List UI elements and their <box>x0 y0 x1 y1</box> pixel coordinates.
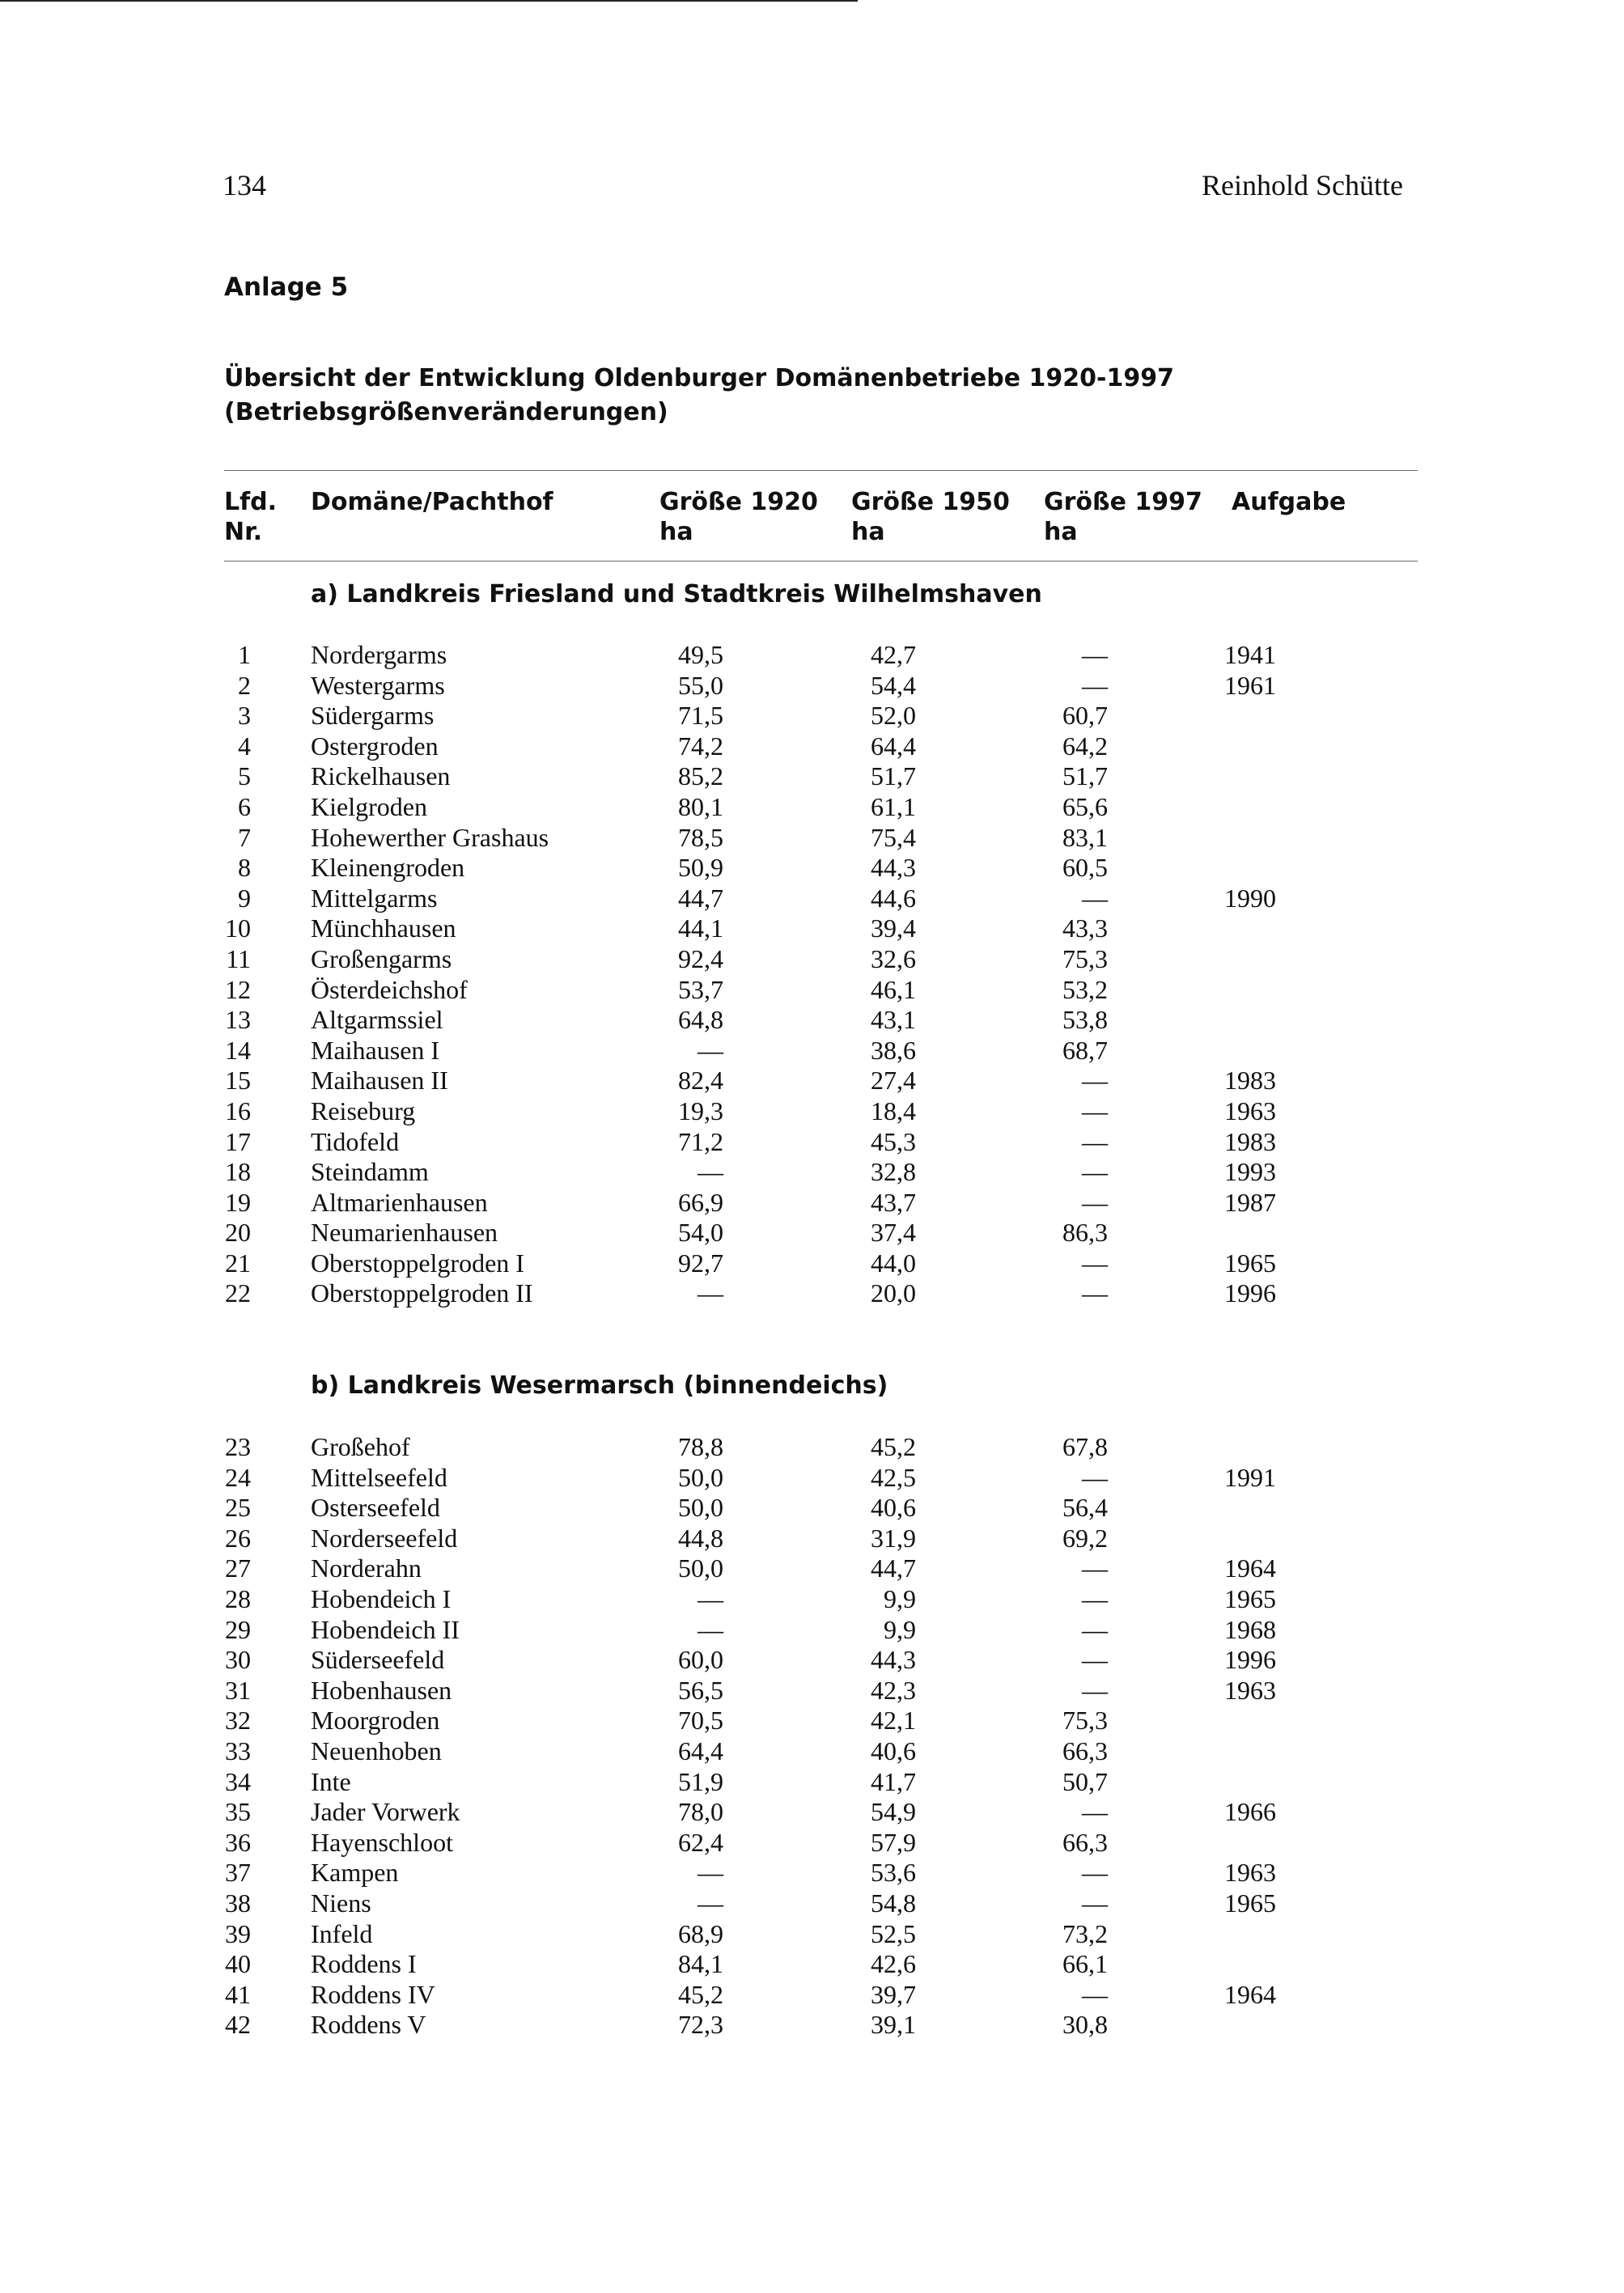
domain-name: Norderseefeld <box>311 1523 458 1553</box>
row-number: 22 <box>225 1278 251 1308</box>
aufgabe-year: 1963 <box>1224 1858 1276 1888</box>
row-number: 28 <box>225 1583 251 1613</box>
row-number: 25 <box>225 1493 251 1523</box>
size-1950: 32,6 <box>871 943 916 973</box>
aufgabe-year: 1965 <box>1224 1888 1276 1918</box>
row-number: 26 <box>225 1523 251 1553</box>
table-header-rule <box>224 561 1418 562</box>
size-1997: 50,7 <box>1062 1766 1108 1796</box>
size-1920: 54,0 <box>678 1218 723 1248</box>
section-rows-wesermarsch <box>0 1432 1624 2041</box>
domain-name: Großehof <box>311 1432 410 1461</box>
table-row <box>0 1157 1624 1188</box>
aufgabe-year: 1966 <box>1224 1797 1276 1827</box>
row-number: 11 <box>226 943 251 973</box>
domain-name: Kleinengroden <box>311 853 465 883</box>
table-row <box>0 671 1624 701</box>
size-1950: 52,0 <box>871 701 916 731</box>
table-row <box>0 1524 1624 1554</box>
size-1920: 92,4 <box>678 943 723 973</box>
size-1950: 61,1 <box>871 791 916 821</box>
size-1950: 39,4 <box>871 913 916 943</box>
row-number: 38 <box>225 1888 251 1918</box>
row-number: 20 <box>225 1218 251 1248</box>
domain-name: Münchhausen <box>311 913 456 943</box>
size-1950: 45,2 <box>871 1432 916 1461</box>
size-1950: 18,4 <box>871 1096 916 1125</box>
row-number: 16 <box>225 1096 251 1125</box>
aufgabe-year: 1996 <box>1224 1645 1276 1675</box>
domain-name: Neumarienhausen <box>311 1218 498 1248</box>
table-row <box>0 701 1624 731</box>
size-1997: — <box>1082 1675 1108 1705</box>
size-1920: 72,3 <box>678 2010 723 2040</box>
row-number: 23 <box>225 1432 251 1461</box>
table-row <box>0 1553 1624 1584</box>
size-1950: 57,9 <box>871 1827 916 1857</box>
column-header-aufgabe: Aufgabe <box>1232 488 1346 516</box>
row-number: 15 <box>225 1066 251 1096</box>
size-1997: 30,8 <box>1062 2010 1108 2040</box>
column-header-size-1997-unit: ha <box>1044 518 1078 546</box>
size-1997: — <box>1082 1797 1108 1827</box>
size-1950: 45,3 <box>871 1126 916 1156</box>
size-1920: 56,5 <box>678 1675 723 1705</box>
table-row <box>0 913 1624 944</box>
aufgabe-year: 1963 <box>1224 1096 1276 1125</box>
column-header-size-1920-unit: ha <box>659 518 693 546</box>
size-1997: — <box>1082 1157 1108 1187</box>
aufgabe-year: 1983 <box>1224 1066 1276 1096</box>
size-1920: 19,3 <box>678 1096 723 1125</box>
table-row <box>0 1797 1624 1828</box>
size-1950: 42,7 <box>871 640 916 669</box>
size-1920: 50,0 <box>678 1462 723 1492</box>
row-number: 1 <box>238 640 251 669</box>
table-title: Übersicht der Entwicklung Oldenburger Domänenbetriebe 1920-1997 <box>224 364 1174 392</box>
size-1950: 46,1 <box>871 974 916 1004</box>
size-1997: — <box>1082 883 1108 913</box>
domain-name: Ostergroden <box>311 731 439 761</box>
row-number: 4 <box>238 731 251 761</box>
aufgabe-year: 1965 <box>1224 1583 1276 1613</box>
row-number: 18 <box>225 1157 251 1187</box>
size-1997: 83,1 <box>1062 822 1108 852</box>
domain-name: Südergarms <box>311 701 435 731</box>
table-row <box>0 761 1624 792</box>
size-1920: 78,5 <box>678 822 723 852</box>
size-1920: — <box>698 1583 723 1613</box>
domain-name: Altmarienhausen <box>311 1187 488 1217</box>
column-header-size-1950 <box>851 488 1010 546</box>
running-author: Reinhold Schütte <box>1202 169 1403 201</box>
size-1997: — <box>1082 1248 1108 1278</box>
size-1950: 44,7 <box>871 1553 916 1583</box>
domain-name: Maihausen I <box>311 1035 440 1065</box>
table-row <box>0 1188 1624 1219</box>
size-1997: 68,7 <box>1062 1035 1108 1065</box>
column-header-lfd <box>224 488 277 546</box>
table-row <box>0 1096 1624 1127</box>
table-row <box>0 1949 1624 1980</box>
domain-name: Neuenhoben <box>311 1736 442 1765</box>
row-number: 3 <box>238 701 251 731</box>
size-1950: 42,5 <box>871 1462 916 1492</box>
size-1997: — <box>1082 1858 1108 1888</box>
size-1950: 9,9 <box>884 1583 916 1613</box>
row-number: 39 <box>225 1918 251 1948</box>
size-1950: 54,9 <box>871 1797 916 1827</box>
size-1997: 69,2 <box>1062 1523 1108 1553</box>
size-1920: — <box>698 1278 723 1308</box>
row-number: 42 <box>225 2010 251 2040</box>
table-row <box>0 823 1624 854</box>
size-1997: — <box>1082 1553 1108 1583</box>
domain-name: Mittelseefeld <box>311 1462 447 1492</box>
domain-name: Niens <box>311 1888 371 1918</box>
size-1920: 78,0 <box>678 1797 723 1827</box>
domain-name: Hobendeich II <box>311 1614 460 1644</box>
size-1920: 84,1 <box>678 1949 723 1979</box>
row-number: 13 <box>225 1005 251 1035</box>
size-1920: 82,4 <box>678 1066 723 1096</box>
aufgabe-year: 1961 <box>1224 670 1276 700</box>
size-1920: 71,2 <box>678 1126 723 1156</box>
size-1950: 42,6 <box>871 1949 916 1979</box>
row-number: 29 <box>225 1614 251 1644</box>
size-1950: 40,6 <box>871 1736 916 1765</box>
domain-name: Großengarms <box>311 943 452 973</box>
aufgabe-year: 1993 <box>1224 1157 1276 1187</box>
domain-name: Roddens I <box>311 1949 417 1979</box>
size-1920: 62,4 <box>678 1827 723 1857</box>
size-1920: 44,8 <box>678 1523 723 1553</box>
row-number: 12 <box>225 974 251 1004</box>
table-row <box>0 1676 1624 1706</box>
size-1950: 52,5 <box>871 1918 916 1948</box>
row-number: 19 <box>225 1187 251 1217</box>
size-1920: 64,8 <box>678 1005 723 1035</box>
column-header-size-1997-line1: Größe 1997 <box>1044 488 1202 516</box>
size-1920: 66,9 <box>678 1187 723 1217</box>
section-heading-wesermarsch: b) Landkreis Wesermarsch (binnendeichs) <box>311 1371 888 1400</box>
domain-name: Norderahn <box>311 1553 422 1583</box>
domain-name: Oberstoppelgroden I <box>311 1248 524 1278</box>
size-1997: — <box>1082 1096 1108 1125</box>
table-row <box>0 1463 1624 1494</box>
size-1920: 55,0 <box>678 670 723 700</box>
aufgabe-year: 1963 <box>1224 1675 1276 1705</box>
domain-name: Steindamm <box>311 1157 429 1187</box>
aufgabe-year: 1983 <box>1224 1126 1276 1156</box>
size-1920: 78,8 <box>678 1432 723 1461</box>
domain-name: Hayenschloot <box>311 1827 453 1857</box>
size-1997: 66,1 <box>1062 1949 1108 1979</box>
size-1950: 75,4 <box>871 822 916 852</box>
row-number: 34 <box>225 1766 251 1796</box>
appendix-label: Anlage 5 <box>224 273 349 302</box>
row-number: 30 <box>225 1645 251 1675</box>
size-1920: 49,5 <box>678 640 723 669</box>
size-1997: — <box>1082 1888 1108 1918</box>
row-number: 24 <box>225 1462 251 1492</box>
column-header-lfd-line1: Lfd. <box>224 488 278 516</box>
row-number: 35 <box>225 1797 251 1827</box>
size-1997: — <box>1082 1979 1108 2009</box>
size-1920: — <box>698 1035 723 1065</box>
column-header-lfd-line2: Nr. <box>224 518 263 546</box>
size-1997: 67,8 <box>1062 1432 1108 1461</box>
size-1950: 64,4 <box>871 731 916 761</box>
header-rule <box>0 0 858 2</box>
size-1950: 54,4 <box>871 670 916 700</box>
size-1920: 45,2 <box>678 1979 723 2009</box>
table-row <box>0 1584 1624 1615</box>
size-1950: 41,7 <box>871 1766 916 1796</box>
domain-name: Roddens V <box>311 2010 426 2040</box>
row-number: 14 <box>225 1035 251 1065</box>
size-1950: 39,1 <box>871 2010 916 2040</box>
size-1997: 65,6 <box>1062 791 1108 821</box>
size-1920: 50,0 <box>678 1553 723 1583</box>
aufgabe-year: 1990 <box>1224 883 1276 913</box>
size-1997: 75,3 <box>1062 943 1108 973</box>
domain-name: Hobendeich I <box>311 1583 452 1613</box>
row-number: 6 <box>238 791 251 821</box>
table-row <box>0 1919 1624 1950</box>
size-1950: 38,6 <box>871 1035 916 1065</box>
section-rows-friesland <box>0 640 1624 1309</box>
domain-name: Maihausen II <box>311 1066 448 1096</box>
table-row <box>0 1736 1624 1767</box>
size-1920: 44,1 <box>678 913 723 943</box>
size-1920: 68,9 <box>678 1918 723 1948</box>
size-1997: 53,8 <box>1062 1005 1108 1035</box>
column-header-size-1920 <box>659 488 818 546</box>
table-subtitle: (Betriebsgrößenveränderungen) <box>224 398 668 426</box>
domain-name: Roddens IV <box>311 1979 435 2009</box>
table-row <box>0 944 1624 975</box>
size-1950: 43,1 <box>871 1005 916 1035</box>
size-1950: 44,3 <box>871 1645 916 1675</box>
table-row <box>0 1278 1624 1309</box>
row-number: 10 <box>225 913 251 943</box>
domain-name: Hobenhausen <box>311 1675 452 1705</box>
size-1920: 92,7 <box>678 1248 723 1278</box>
table-row <box>0 1218 1624 1248</box>
size-1920: 44,7 <box>678 883 723 913</box>
size-1997: 56,4 <box>1062 1493 1108 1523</box>
table-row <box>0 1706 1624 1736</box>
table-row <box>0 1036 1624 1066</box>
aufgabe-year: 1965 <box>1224 1248 1276 1278</box>
size-1997: 66,3 <box>1062 1736 1108 1765</box>
row-number: 40 <box>225 1949 251 1979</box>
size-1997: — <box>1082 1187 1108 1217</box>
row-number: 31 <box>225 1675 251 1705</box>
table-top-rule <box>224 470 1418 471</box>
size-1997: — <box>1082 1462 1108 1492</box>
page-number: 134 <box>223 169 266 201</box>
table-row <box>0 1888 1624 1919</box>
size-1997: — <box>1082 1066 1108 1096</box>
size-1920: 51,9 <box>678 1766 723 1796</box>
size-1997: 43,3 <box>1062 913 1108 943</box>
table-row <box>0 1493 1624 1524</box>
size-1920: 64,4 <box>678 1736 723 1765</box>
aufgabe-year: 1968 <box>1224 1614 1276 1644</box>
size-1920: 74,2 <box>678 731 723 761</box>
domain-name: Nordergarms <box>311 640 447 669</box>
domain-name: Infeld <box>311 1918 373 1948</box>
size-1920: 80,1 <box>678 791 723 821</box>
size-1950: 37,4 <box>871 1218 916 1248</box>
size-1997: 60,7 <box>1062 701 1108 731</box>
row-number: 36 <box>225 1827 251 1857</box>
row-number: 27 <box>225 1553 251 1583</box>
column-header-size-1997 <box>1044 488 1202 546</box>
table-row <box>0 975 1624 1006</box>
aufgabe-year: 1964 <box>1224 1553 1276 1583</box>
table-row <box>0 640 1624 671</box>
size-1920: 70,5 <box>678 1706 723 1736</box>
table-row <box>0 1828 1624 1859</box>
size-1997: 53,2 <box>1062 974 1108 1004</box>
size-1997: 64,2 <box>1062 731 1108 761</box>
domain-name: Oberstoppelgroden II <box>311 1278 533 1308</box>
size-1997: — <box>1082 1583 1108 1613</box>
domain-name: Altgarmssiel <box>311 1005 443 1035</box>
domain-name: Reiseburg <box>311 1096 416 1125</box>
table-row <box>0 1980 1624 2011</box>
size-1997: — <box>1082 1126 1108 1156</box>
table-row <box>0 853 1624 884</box>
table-row <box>0 731 1624 762</box>
size-1950: 51,7 <box>871 761 916 791</box>
row-number: 32 <box>225 1706 251 1736</box>
size-1997: 60,5 <box>1062 853 1108 883</box>
size-1997: — <box>1082 1278 1108 1308</box>
table-row <box>0 1248 1624 1279</box>
domain-name: Osterseefeld <box>311 1493 440 1523</box>
row-number: 41 <box>225 1979 251 2009</box>
column-header-size-1920-line1: Größe 1920 <box>659 488 818 516</box>
aufgabe-year: 1996 <box>1224 1278 1276 1308</box>
size-1920: 71,5 <box>678 701 723 731</box>
size-1920: — <box>698 1157 723 1187</box>
table-row <box>0 1615 1624 1646</box>
row-number: 9 <box>238 883 251 913</box>
domain-name: Moorgroden <box>311 1706 440 1736</box>
table-row <box>0 1005 1624 1036</box>
row-number: 21 <box>225 1248 251 1278</box>
domain-name: Jader Vorwerk <box>311 1797 460 1827</box>
size-1950: 32,8 <box>871 1157 916 1187</box>
size-1920: — <box>698 1888 723 1918</box>
row-number: 7 <box>238 822 251 852</box>
size-1950: 42,3 <box>871 1675 916 1705</box>
size-1997: 66,3 <box>1062 1827 1108 1857</box>
row-number: 2 <box>238 670 251 700</box>
size-1950: 31,9 <box>871 1523 916 1553</box>
table-row <box>0 1858 1624 1888</box>
size-1920: 60,0 <box>678 1645 723 1675</box>
table-row <box>0 1432 1624 1463</box>
domain-name: Rickelhausen <box>311 761 451 791</box>
row-number: 17 <box>225 1126 251 1156</box>
domain-name: Kampen <box>311 1858 399 1888</box>
row-number: 5 <box>238 761 251 791</box>
size-1950: 9,9 <box>884 1614 916 1644</box>
table-row <box>0 1127 1624 1158</box>
size-1997: 51,7 <box>1062 761 1108 791</box>
size-1920: — <box>698 1614 723 1644</box>
size-1950: 44,0 <box>871 1248 916 1278</box>
size-1950: 44,6 <box>871 883 916 913</box>
size-1997: — <box>1082 640 1108 669</box>
size-1950: 27,4 <box>871 1066 916 1096</box>
size-1950: 44,3 <box>871 853 916 883</box>
table-row <box>0 1767 1624 1798</box>
aufgabe-year: 1991 <box>1224 1462 1276 1492</box>
size-1920: 85,2 <box>678 761 723 791</box>
domain-name: Inte <box>311 1766 351 1796</box>
size-1950: 43,7 <box>871 1187 916 1217</box>
size-1920: 50,9 <box>678 853 723 883</box>
table-row <box>0 1645 1624 1676</box>
size-1997: 73,2 <box>1062 1918 1108 1948</box>
size-1920: 53,7 <box>678 974 723 1004</box>
size-1950: 40,6 <box>871 1493 916 1523</box>
row-number: 8 <box>238 853 251 883</box>
size-1920: 50,0 <box>678 1493 723 1523</box>
column-header-size-1950-line1: Größe 1950 <box>851 488 1010 516</box>
domain-name: Tidofeld <box>311 1126 400 1156</box>
aufgabe-year: 1941 <box>1224 640 1276 669</box>
domain-name: Westergarms <box>311 670 445 700</box>
row-number: 33 <box>225 1736 251 1765</box>
column-header-domain: Domäne/Pachthof <box>311 488 553 516</box>
size-1950: 20,0 <box>871 1278 916 1308</box>
size-1950: 42,1 <box>871 1706 916 1736</box>
size-1950: 54,8 <box>871 1888 916 1918</box>
size-1950: 53,6 <box>871 1858 916 1888</box>
size-1997: — <box>1082 1645 1108 1675</box>
domain-name: Mittelgarms <box>311 883 438 913</box>
size-1920: — <box>698 1858 723 1888</box>
size-1997: 75,3 <box>1062 1706 1108 1736</box>
table-row <box>0 2010 1624 2041</box>
table-row <box>0 884 1624 914</box>
size-1997: 86,3 <box>1062 1218 1108 1248</box>
aufgabe-year: 1987 <box>1224 1187 1276 1217</box>
size-1997: — <box>1082 1614 1108 1644</box>
column-header-size-1950-unit: ha <box>851 518 885 546</box>
row-number: 37 <box>225 1858 251 1888</box>
domain-name: Kielgroden <box>311 791 427 821</box>
domain-name: Hohewerther Grashaus <box>311 822 549 852</box>
section-heading-friesland: a) Landkreis Friesland und Stadtkreis Wilhelmshaven <box>311 580 1042 608</box>
table-row <box>0 792 1624 823</box>
size-1950: 39,7 <box>871 1979 916 2009</box>
size-1997: — <box>1082 670 1108 700</box>
table-row <box>0 1066 1624 1096</box>
domain-name: Süderseefeld <box>311 1645 445 1675</box>
page-header <box>0 0 1624 201</box>
domain-name: Österdeichshof <box>311 974 468 1004</box>
aufgabe-year: 1964 <box>1224 1979 1276 2009</box>
